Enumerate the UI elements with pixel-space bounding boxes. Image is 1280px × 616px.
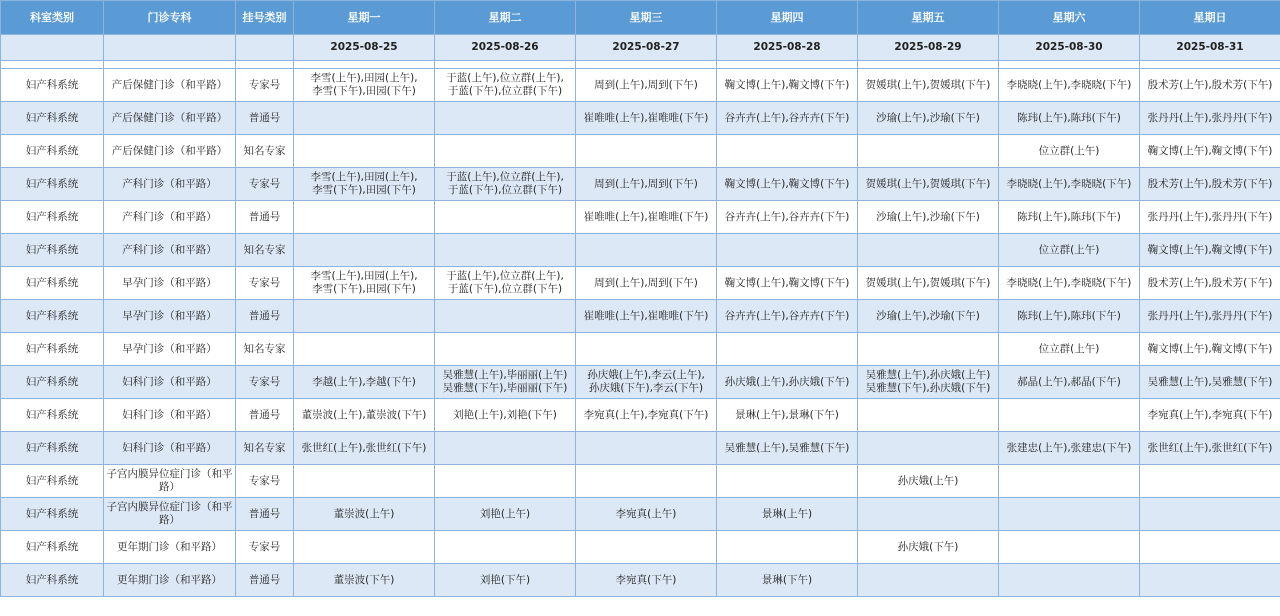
department-cell: 妇产科系统 [1,234,104,267]
schedule-cell: 吴雅慧(上午),吴雅慧(下午) [1140,366,1280,399]
schedule-cell: 贺媛琪(上午),贺媛琪(下午) [858,267,999,300]
schedule-cell: 张丹丹(上午),张丹丹(下午) [1140,300,1280,333]
schedule-cell [858,135,999,168]
registration-type-cell: 专家号 [236,465,294,498]
schedule-cell [858,333,999,366]
schedule-cell: 郝晶(上午),郝晶(下午) [999,366,1140,399]
table-row [1,168,1280,201]
spacer-cell [104,61,236,69]
header-day: 星期四 [717,1,858,35]
schedule-cell [294,201,435,234]
schedule-cell: 鞠文博(上午),鞠文博(下午) [717,69,858,102]
header-department: 科室类别 [1,1,104,35]
schedule-cell: 李晓晓(上午),李晓晓(下午) [999,69,1140,102]
schedule-cell [435,201,576,234]
schedule-cell [294,102,435,135]
registration-type-cell: 专家号 [236,531,294,564]
schedule-cell: 位立群(上午) [999,333,1140,366]
header-row-dates [1,35,1280,61]
schedule-cell: 于蓝(上午),位立群(上午), 于蓝(下午),位立群(下午) [435,267,576,300]
registration-type-cell: 专家号 [236,168,294,201]
schedule-cell: 李宛真(下午) [576,564,717,597]
schedule-cell: 董崇波(下午) [294,564,435,597]
schedule-cell: 殷术芳(上午),殷术芳(下午) [1140,267,1280,300]
specialty-cell: 产科门诊（和平路） [104,168,236,201]
spacer-cell [858,61,999,69]
schedule-body [1,69,1280,597]
specialty-cell: 产科门诊（和平路） [104,234,236,267]
header-row-days [1,1,1280,35]
schedule-cell [717,234,858,267]
table-row [1,102,1280,135]
schedule-cell: 刘艳(上午),刘艳(下午) [435,399,576,432]
table-row [1,300,1280,333]
table-row [1,432,1280,465]
schedule-cell [435,531,576,564]
table-row [1,465,1280,498]
schedule-cell: 李雪(上午),田园(上午), 李雪(下午),田园(下午) [294,267,435,300]
schedule-cell [999,498,1140,531]
schedule-cell [717,333,858,366]
department-cell: 妇产科系统 [1,201,104,234]
header-day: 星期五 [858,1,999,35]
department-cell: 妇产科系统 [1,531,104,564]
schedule-cell [1140,465,1280,498]
spacer-cell [1,61,104,69]
header-date: 2025-08-29 [858,35,999,61]
schedule-cell: 沙瑜(上午),沙瑜(下午) [858,201,999,234]
schedule-cell: 周到(上午),周到(下午) [576,168,717,201]
schedule-cell: 陈玮(上午),陈玮(下午) [999,102,1140,135]
schedule-cell [999,531,1140,564]
department-cell: 妇产科系统 [1,168,104,201]
registration-type-cell: 普通号 [236,564,294,597]
schedule-cell: 张丹丹(上午),张丹丹(下午) [1140,201,1280,234]
header-day: 星期二 [435,1,576,35]
header-blank [236,35,294,61]
schedule-cell [294,465,435,498]
specialty-cell: 早孕门诊（和平路） [104,267,236,300]
specialty-cell: 早孕门诊（和平路） [104,300,236,333]
specialty-cell: 子宫内膜异位症门诊（和平路） [104,498,236,531]
department-cell: 妇产科系统 [1,366,104,399]
schedule-cell [435,465,576,498]
header-date: 2025-08-31 [1140,35,1280,61]
department-cell: 妇产科系统 [1,399,104,432]
registration-type-cell: 普通号 [236,201,294,234]
specialty-cell: 产后保健门诊（和平路） [104,69,236,102]
schedule-cell: 景琳(上午),景琳(下午) [717,399,858,432]
specialty-cell: 产科门诊（和平路） [104,201,236,234]
schedule-cell: 李越(上午),李越(下午) [294,366,435,399]
schedule-cell: 位立群(上午) [999,234,1140,267]
table-row [1,498,1280,531]
schedule-cell: 鞠文博(上午),鞠文博(下午) [1140,135,1280,168]
schedule-cell [717,135,858,168]
registration-type-cell: 知名专家 [236,234,294,267]
schedule-cell: 于蓝(上午),位立群(上午), 于蓝(下午),位立群(下午) [435,69,576,102]
schedule-cell: 张世红(上午),张世红(下午) [294,432,435,465]
table-row [1,531,1280,564]
registration-type-cell: 普通号 [236,399,294,432]
registration-type-cell: 普通号 [236,102,294,135]
specialty-cell: 产后保健门诊（和平路） [104,102,236,135]
header-day: 星期日 [1140,1,1280,35]
registration-type-cell: 专家号 [236,267,294,300]
header-day: 星期三 [576,1,717,35]
schedule-cell [294,333,435,366]
table-row [1,135,1280,168]
schedule-cell: 孙庆娥(上午),孙庆娥(下午) [717,366,858,399]
schedule-cell [576,135,717,168]
specialty-cell: 早孕门诊（和平路） [104,333,236,366]
schedule-cell [435,432,576,465]
schedule-cell: 李宛真(上午) [576,498,717,531]
schedule-cell: 刘艳(下午) [435,564,576,597]
schedule-cell [1140,564,1280,597]
schedule-cell: 殷术芳(上午),殷术芳(下午) [1140,168,1280,201]
schedule-cell: 崔唯唯(上午),崔唯唯(下午) [576,300,717,333]
schedule-cell [858,234,999,267]
spacer-cell [1140,61,1280,69]
specialty-cell: 妇科门诊（和平路） [104,399,236,432]
schedule-cell [717,465,858,498]
schedule-cell [576,234,717,267]
schedule-cell [1140,498,1280,531]
schedule-cell [294,234,435,267]
specialty-cell: 产后保健门诊（和平路） [104,135,236,168]
schedule-cell: 张丹丹(上午),张丹丹(下午) [1140,102,1280,135]
table-row [1,366,1280,399]
header-date: 2025-08-30 [999,35,1140,61]
schedule-cell: 崔唯唯(上午),崔唯唯(下午) [576,102,717,135]
schedule-cell: 景琳(上午) [717,498,858,531]
schedule-cell: 刘艳(上午) [435,498,576,531]
schedule-cell: 吴雅慧(上午),毕丽丽(上午) 吴雅慧(下午),毕丽丽(下午) [435,366,576,399]
schedule-cell: 崔唯唯(上午),崔唯唯(下午) [576,201,717,234]
department-cell: 妇产科系统 [1,69,104,102]
header-blank [104,35,236,61]
schedule-cell: 李宛真(上午),李宛真(下午) [1140,399,1280,432]
schedule-cell [294,531,435,564]
schedule-cell [435,234,576,267]
schedule-cell [999,465,1140,498]
schedule-cell [435,300,576,333]
specialty-cell: 更年期门诊（和平路） [104,531,236,564]
schedule-cell: 谷卉卉(上午),谷卉卉(下午) [717,102,858,135]
table-row [1,399,1280,432]
schedule-cell: 贺媛琪(上午),贺媛琪(下午) [858,168,999,201]
header-specialty: 门诊专科 [104,1,236,35]
schedule-cell [999,564,1140,597]
table-row [1,333,1280,366]
schedule-cell: 鞠文博(上午),鞠文博(下午) [1140,333,1280,366]
schedule-cell: 谷卉卉(上午),谷卉卉(下午) [717,300,858,333]
schedule-cell [576,432,717,465]
schedule-cell [435,135,576,168]
schedule-cell: 鞠文博(上午),鞠文博(下午) [717,267,858,300]
schedule-cell: 李宛真(上午),李宛真(下午) [576,399,717,432]
schedule-cell: 鞠文博(上午),鞠文博(下午) [717,168,858,201]
department-cell: 妇产科系统 [1,267,104,300]
schedule-cell [1140,531,1280,564]
schedule-cell [858,564,999,597]
schedule-cell [435,333,576,366]
department-cell: 妇产科系统 [1,465,104,498]
schedule-cell: 谷卉卉(上午),谷卉卉(下午) [717,201,858,234]
schedule-cell [576,333,717,366]
department-cell: 妇产科系统 [1,300,104,333]
schedule-cell [717,531,858,564]
specialty-cell: 子宫内膜异位症门诊（和平路） [104,465,236,498]
header-date: 2025-08-26 [435,35,576,61]
schedule-cell [294,300,435,333]
schedule-cell [435,102,576,135]
schedule-cell: 吴雅慧(上午),孙庆娥(上午) 吴雅慧(下午),孙庆娥(下午) [858,366,999,399]
header-type: 挂号类别 [236,1,294,35]
schedule-cell: 孙庆娥(下午) [858,531,999,564]
header-day: 星期一 [294,1,435,35]
schedule-cell: 吴雅慧(上午),吴雅慧(下午) [717,432,858,465]
table-row [1,564,1280,597]
schedule-cell: 张世红(上午),张世红(下午) [1140,432,1280,465]
header-date: 2025-08-25 [294,35,435,61]
schedule-cell: 孙庆娥(上午),李云(上午), 孙庆娥(下午),李云(下午) [576,366,717,399]
schedule-cell [999,399,1140,432]
spacer-cell [435,61,576,69]
registration-type-cell: 普通号 [236,300,294,333]
schedule-cell: 位立群(上午) [999,135,1140,168]
department-cell: 妇产科系统 [1,333,104,366]
schedule-cell: 李晓晓(上午),李晓晓(下午) [999,168,1140,201]
table-row [1,234,1280,267]
spacer-cell [999,61,1140,69]
header-date: 2025-08-27 [576,35,717,61]
schedule-cell: 孙庆娥(上午) [858,465,999,498]
header-day: 星期六 [999,1,1140,35]
schedule-cell: 李雪(上午),田园(上午), 李雪(下午),田园(下午) [294,168,435,201]
registration-type-cell: 知名专家 [236,135,294,168]
spacer-cell [717,61,858,69]
schedule-cell: 董崇波(上午) [294,498,435,531]
schedule-cell [858,399,999,432]
schedule-cell [858,432,999,465]
schedule-cell: 沙瑜(上午),沙瑜(下午) [858,102,999,135]
schedule-cell [576,531,717,564]
table-row [1,201,1280,234]
header-blank [1,35,104,61]
header-spacer-row [1,61,1280,69]
registration-type-cell: 普通号 [236,498,294,531]
spacer-cell [576,61,717,69]
registration-type-cell: 知名专家 [236,432,294,465]
department-cell: 妇产科系统 [1,498,104,531]
schedule-cell: 鞠文博(上午),鞠文博(下午) [1140,234,1280,267]
schedule-cell: 贺媛琪(上午),贺媛琪(下午) [858,69,999,102]
registration-type-cell: 知名专家 [236,333,294,366]
department-cell: 妇产科系统 [1,102,104,135]
specialty-cell: 妇科门诊（和平路） [104,366,236,399]
spacer-cell [294,61,435,69]
header-date: 2025-08-28 [717,35,858,61]
department-cell: 妇产科系统 [1,564,104,597]
schedule-cell: 殷术芳(上午),殷术芳(下午) [1140,69,1280,102]
schedule-cell: 景琳(下午) [717,564,858,597]
department-cell: 妇产科系统 [1,135,104,168]
schedule-cell: 周到(上午),周到(下午) [576,267,717,300]
schedule-cell: 李晓晓(上午),李晓晓(下午) [999,267,1140,300]
department-cell: 妇产科系统 [1,432,104,465]
table-row [1,267,1280,300]
schedule-cell [294,135,435,168]
registration-type-cell: 专家号 [236,366,294,399]
schedule-cell: 于蓝(上午),位立群(上午), 于蓝(下午),位立群(下午) [435,168,576,201]
schedule-cell: 董崇波(上午),董崇波(下午) [294,399,435,432]
schedule-cell [858,498,999,531]
schedule-cell [576,465,717,498]
specialty-cell: 更年期门诊（和平路） [104,564,236,597]
schedule-cell: 沙瑜(上午),沙瑜(下午) [858,300,999,333]
schedule-cell: 李雪(上午),田园(上午), 李雪(下午),田园(下午) [294,69,435,102]
schedule-cell: 陈玮(上午),陈玮(下午) [999,300,1140,333]
schedule-cell: 陈玮(上午),陈玮(下午) [999,201,1140,234]
spacer-cell [236,61,294,69]
schedule-cell: 张建忠(上午),张建忠(下午) [999,432,1140,465]
registration-type-cell: 专家号 [236,69,294,102]
schedule-cell: 周到(上午),周到(下午) [576,69,717,102]
table-row [1,69,1280,102]
specialty-cell: 妇科门诊（和平路） [104,432,236,465]
